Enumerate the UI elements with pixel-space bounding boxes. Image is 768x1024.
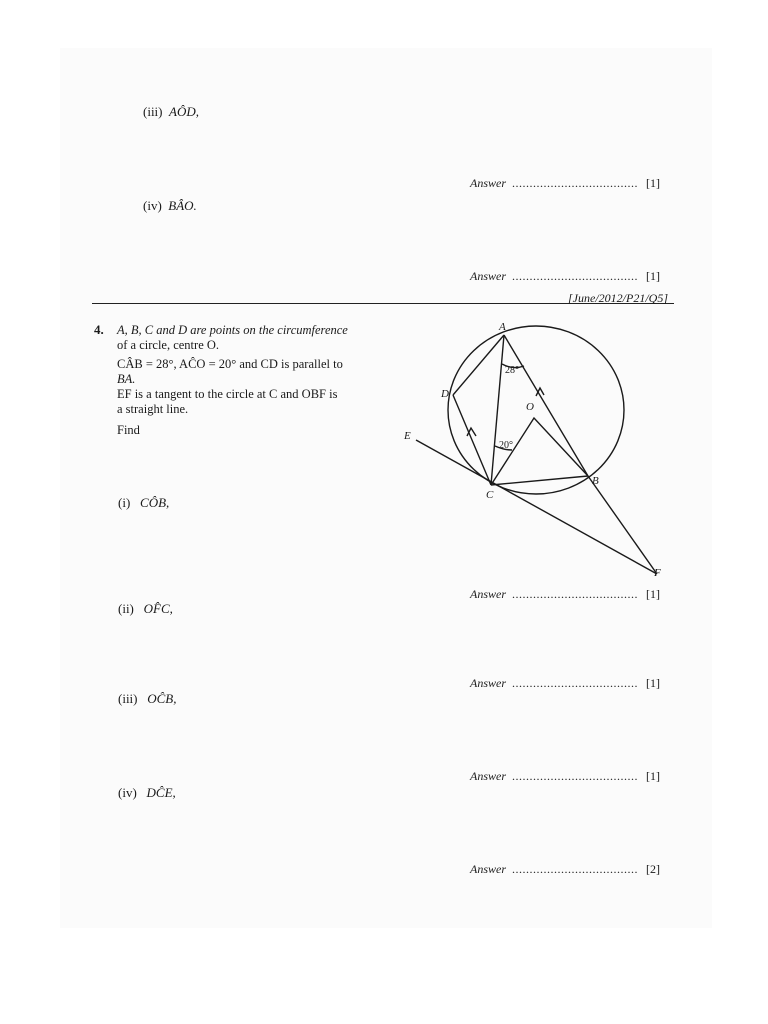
label-e: E (404, 430, 411, 442)
question-line-4: BA. (117, 372, 136, 386)
answer-line-iii[interactable]: Answer .................................... [1] (470, 769, 660, 783)
question-line-3: CÂB = 28°, AĈO = 20° and CD is parallel to (117, 357, 343, 371)
question-line-6: a straight line. (117, 402, 189, 416)
answer-line-i[interactable]: Answer .................................... [1] (470, 587, 660, 601)
label-d: D (441, 388, 449, 400)
angle-label-28: 28° (505, 365, 519, 376)
question-line-1: A, B, C and D are points on the circumference (117, 323, 348, 337)
part-iii: (iii) OĈB, (118, 691, 177, 706)
chord-c-b (491, 476, 588, 485)
label-a: A (499, 321, 506, 333)
label-f: F (654, 567, 661, 579)
answer-line-top-2[interactable]: Answer .................................... [1] (470, 269, 660, 283)
answer-line-iv[interactable]: Answer .................................... [2] (470, 862, 660, 876)
chord-a-d (453, 335, 504, 395)
chord-a-b (504, 335, 657, 574)
question-line-5: EF is a tangent to the circle at C and OBF is (117, 387, 338, 401)
answer-line-top-1[interactable]: Answer .................................... [1] (470, 176, 660, 190)
circle (448, 326, 624, 494)
angle-label-20: 20° (499, 440, 513, 451)
part-i: (i) CÔB, (118, 495, 170, 510)
chord-a-c (491, 335, 504, 485)
part-ii: (ii) OF̂C, (118, 601, 173, 616)
label-b: B (592, 475, 599, 487)
find-label: Find (117, 423, 140, 437)
part-iii-top: (iii) AÔD, (143, 104, 199, 119)
past-paper-reference: [June/2012/P21/Q5] (568, 291, 668, 305)
part-iv-top: (iv) BÂO. (143, 198, 197, 213)
circle-diagram (398, 318, 698, 588)
arrow-dc (467, 428, 476, 436)
tangent-e-f (416, 440, 657, 574)
label-o: O (526, 401, 534, 413)
answer-line-ii[interactable]: Answer .................................... [1] (470, 676, 660, 690)
question-line-2: of a circle, centre O. (117, 338, 220, 352)
label-c: C (486, 489, 494, 501)
part-iv: (iv) DĈE, (118, 785, 176, 800)
question-text (117, 323, 379, 438)
question-number: 4. (94, 322, 104, 337)
